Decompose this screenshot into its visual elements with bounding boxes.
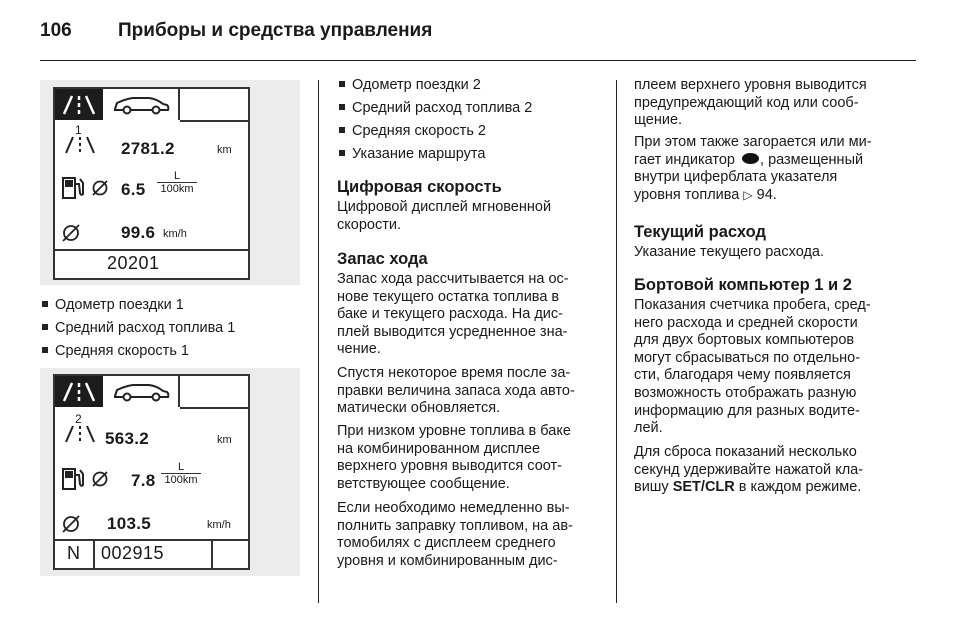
section-heading-current-consumption: Текущий расход [634,223,766,241]
consumption-unit: $\frac{L}{100km}$ [157,170,197,195]
col3-paragraph-1: плеем верхнего уровня выводится предупреждающий код или сооб- щение. [634,77,867,129]
list-item: Одометр поездки 2 [337,74,532,97]
average-icon [91,179,109,202]
current-consumption-text: Указание текущего расхода. [634,244,824,260]
consumption-value: 7.8 [131,471,156,490]
average-speed-icon [61,223,81,248]
speed-unit: km/h [207,519,231,531]
trip-tab-icon [55,376,103,407]
page-title: Приборы и средства управления [118,20,433,41]
road-icon [63,133,97,160]
indicator-lamp-icon [742,153,759,164]
section-heading-digital-speed: Цифровая скорость [337,178,502,196]
page-reference-arrow-icon: ▷ [743,187,753,202]
display-tabs [55,376,248,409]
car-tab-icon [103,89,180,120]
page-reference[interactable]: 94. [756,186,777,203]
total-odometer: 002915 [101,543,165,563]
total-odometer: 20201 [107,253,160,273]
trip-index: 2 [75,412,82,426]
average-icon [91,470,109,493]
list-item: Средняя скорость 1 [40,340,235,363]
list-item: Указание маршрута [337,143,532,166]
list-item: Одометр поездки 1 [40,294,235,317]
car-tab-icon [103,376,180,407]
col3-paragraph-2: При этом также загорается или ми- гает индикатор , размещенный внутри циферблата указателя уровня топлива ▷ 94. [634,134,872,203]
list-item: Средняя скорость 2 [337,120,532,143]
trip-odometer-unit: km [217,434,232,446]
column-divider-2 [616,80,617,603]
column-divider-1 [318,80,319,603]
board-computer-paragraph-1: Показания счетчика пробега, сред- него расхода и средней скорости для двух бортовых компьютеров могут сбрасываться по отдельно- сти, благодаря чему появляется возможность отображать разную информацию для разных водите- лей. [634,297,871,437]
consumption-unit: $\frac{L}{100km}$ [161,461,201,486]
average-speed-icon [61,514,81,539]
trip-index: 1 [75,123,82,137]
list-item: Средний расход топлива 2 [337,97,532,120]
display-illustration-1 [53,87,250,280]
fuel-pump-icon [61,466,89,497]
header-rule [40,60,916,61]
trip-odometer-value: 563.2 [105,429,150,448]
fuel-pump-icon [61,175,89,206]
board-computer-paragraph-2: Для сброса показаний несколько секунд удерживайте нажатой кла- вишу SET/CLR в каждом режиме. [634,444,864,496]
digital-speed-text: Цифровой дисплей мгновенной скорости. [337,199,552,233]
gear-indicator: N [67,543,80,563]
speed-value: 103.5 [107,514,152,533]
display-illustration-2 [53,374,250,570]
trip-odometer-value: 2781.2 [121,139,175,158]
display-tabs [55,89,248,122]
display-1-legend [40,294,235,363]
range-paragraph-3: При низком уровне топлива в баке на комбинированном дисплее верхнего уровня выводится соот- ветствующее сообщение. [337,423,571,492]
list-item: Средний расход топлива 1 [40,317,235,340]
set-clr-key-label: SET/CLR [672,479,735,496]
page-number: 106 [40,20,72,41]
section-heading-board-computer: Бортовой компьютер 1 и 2 [634,276,852,294]
consumption-value: 6.5 [121,180,146,199]
range-paragraph-1: Запас хода рассчитывается на ос- нове текущего остатка топлива в баке и текущего расхода. На дис- плей выводится усредненное зна- чение. [337,271,569,358]
section-heading-range: Запас хода [337,250,428,268]
speed-unit: km/h [163,228,187,240]
road-icon [63,422,97,449]
trip-odometer-unit: km [217,144,232,156]
range-paragraph-2: Спустя некоторое время после за- правки величина запаса хода авто- матически обновляется. [337,365,575,417]
trip-tab-icon [55,89,103,120]
range-paragraph-4: Если необходимо немедленно вы- полнить заправку топливом, на ав- томобилях с дисплеем среднего уровня и комбинированным дис- [337,500,573,569]
speed-value: 99.6 [121,223,156,242]
display-2-legend [337,74,532,166]
